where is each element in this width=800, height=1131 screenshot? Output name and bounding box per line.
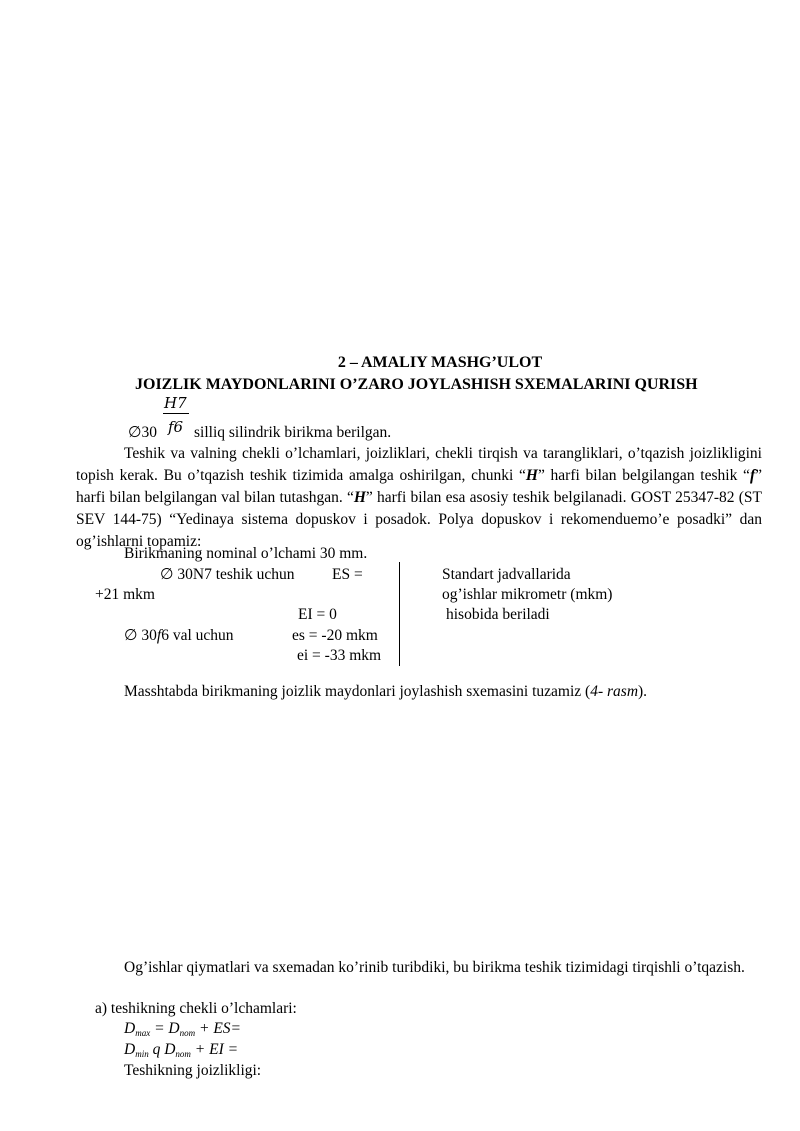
para-text: ” harfi bilan belgilangan val bilan tutashgan. “ xyxy=(76,467,762,506)
equals: = xyxy=(150,1020,169,1037)
shaft-es: es = -20 mkm xyxy=(292,627,378,644)
fit-line xyxy=(128,422,157,444)
bracket-line xyxy=(399,562,400,666)
hole-ES: ES = xyxy=(332,566,363,583)
hole-ES-value: +21 mkm xyxy=(95,586,155,603)
shaft-label xyxy=(124,625,234,647)
symbol-D: D xyxy=(164,1041,176,1058)
note-line-3: hisobida beriladi xyxy=(446,606,550,623)
para-text: ” harfi bilan belgilangan teshik “ xyxy=(537,467,750,484)
para-text: ” harfi bilan esa asosiy teshik belgilanadi. GOST 25347-82 (ST SEV 144-75) “Yedinaya sistema dopuskov i posadok. Polya dopuskov i rekomenduemo’e posadki” dan og’ishlarni topamiz: xyxy=(76,489,762,550)
hole-EI: EI = 0 xyxy=(298,606,337,623)
para-text: Teshik va valning chekli o’lchamlari, joizliklari, chekli tirqish va tarangliklari, o’tqazish joizlikligini topish kerak. Bu o’tqazish teshik tizimida amalga oshirilgan, chunki “ xyxy=(76,445,762,484)
fit-numerator: H7 xyxy=(164,394,187,412)
letter-H: H xyxy=(353,489,366,506)
shaft-label-post: 6 val uchun xyxy=(161,627,234,644)
scheme-text: Masshtabda birikmaning joizlik maydonlari joylashish sxemasini tuzamiz ( xyxy=(124,683,591,700)
conclusion-paragraph: Og’ishlar qiymatlari va sxemadan ko’rinib turibdiki, bu birikma teshik tizimidagi tirqishli o’tqazish. xyxy=(124,959,745,976)
symbol-D: D xyxy=(168,1020,180,1037)
fit-nominal: 30 xyxy=(141,424,158,441)
fraction-bar xyxy=(163,413,189,414)
formula-tail: + ES= xyxy=(195,1020,242,1037)
scheme-close: ). xyxy=(638,683,648,700)
item-a: a) teshikning chekli o’lchamlari: xyxy=(95,1000,297,1017)
task-paragraph xyxy=(76,443,762,553)
subscript-min: min xyxy=(135,1049,149,1059)
symbol-D: D xyxy=(124,1041,136,1058)
formula-q: q xyxy=(148,1041,165,1058)
shaft-ei: ei = -33 mkm xyxy=(297,647,382,664)
figure-reference: 4- rasm xyxy=(590,683,639,700)
letter-f: f xyxy=(749,467,756,484)
shaft-label-pre: ∅ 30 xyxy=(124,627,157,644)
letter-H: H xyxy=(525,467,538,484)
note-line-1: Standart jadvallarida xyxy=(442,566,571,583)
subscript-nom: nom xyxy=(179,1028,196,1038)
fit-denominator: f6 xyxy=(168,418,184,436)
hole-tolerance-line: Teshikning joizlikligi: xyxy=(124,1062,262,1079)
symbol-D: D xyxy=(124,1020,136,1037)
subscript-max: max xyxy=(135,1028,151,1038)
formula-tail: + EI = xyxy=(190,1041,239,1058)
diameter-symbol: ∅ xyxy=(128,424,142,441)
section-title: 2 – AMALIY MASHG’ULOT xyxy=(337,354,543,371)
hole-label: ∅ 30N7 teshik uchun xyxy=(160,566,295,583)
shaft-label-letter: f xyxy=(156,627,162,644)
note-line-2: og’ishlar mikrometr (mkm) xyxy=(442,586,613,603)
fit-description: silliq silindrik birikma berilgan. xyxy=(194,424,392,441)
subscript-nom: nom xyxy=(175,1049,191,1059)
section-subtitle: JOIZLIK MAYDONLARINI O’ZARO JOYLASHISH SXEMALARINI QURISH xyxy=(135,376,698,393)
scheme-instruction xyxy=(124,681,647,703)
nominal-size-line: Birikmaning nominal o’lchami 30 mm. xyxy=(124,545,368,562)
